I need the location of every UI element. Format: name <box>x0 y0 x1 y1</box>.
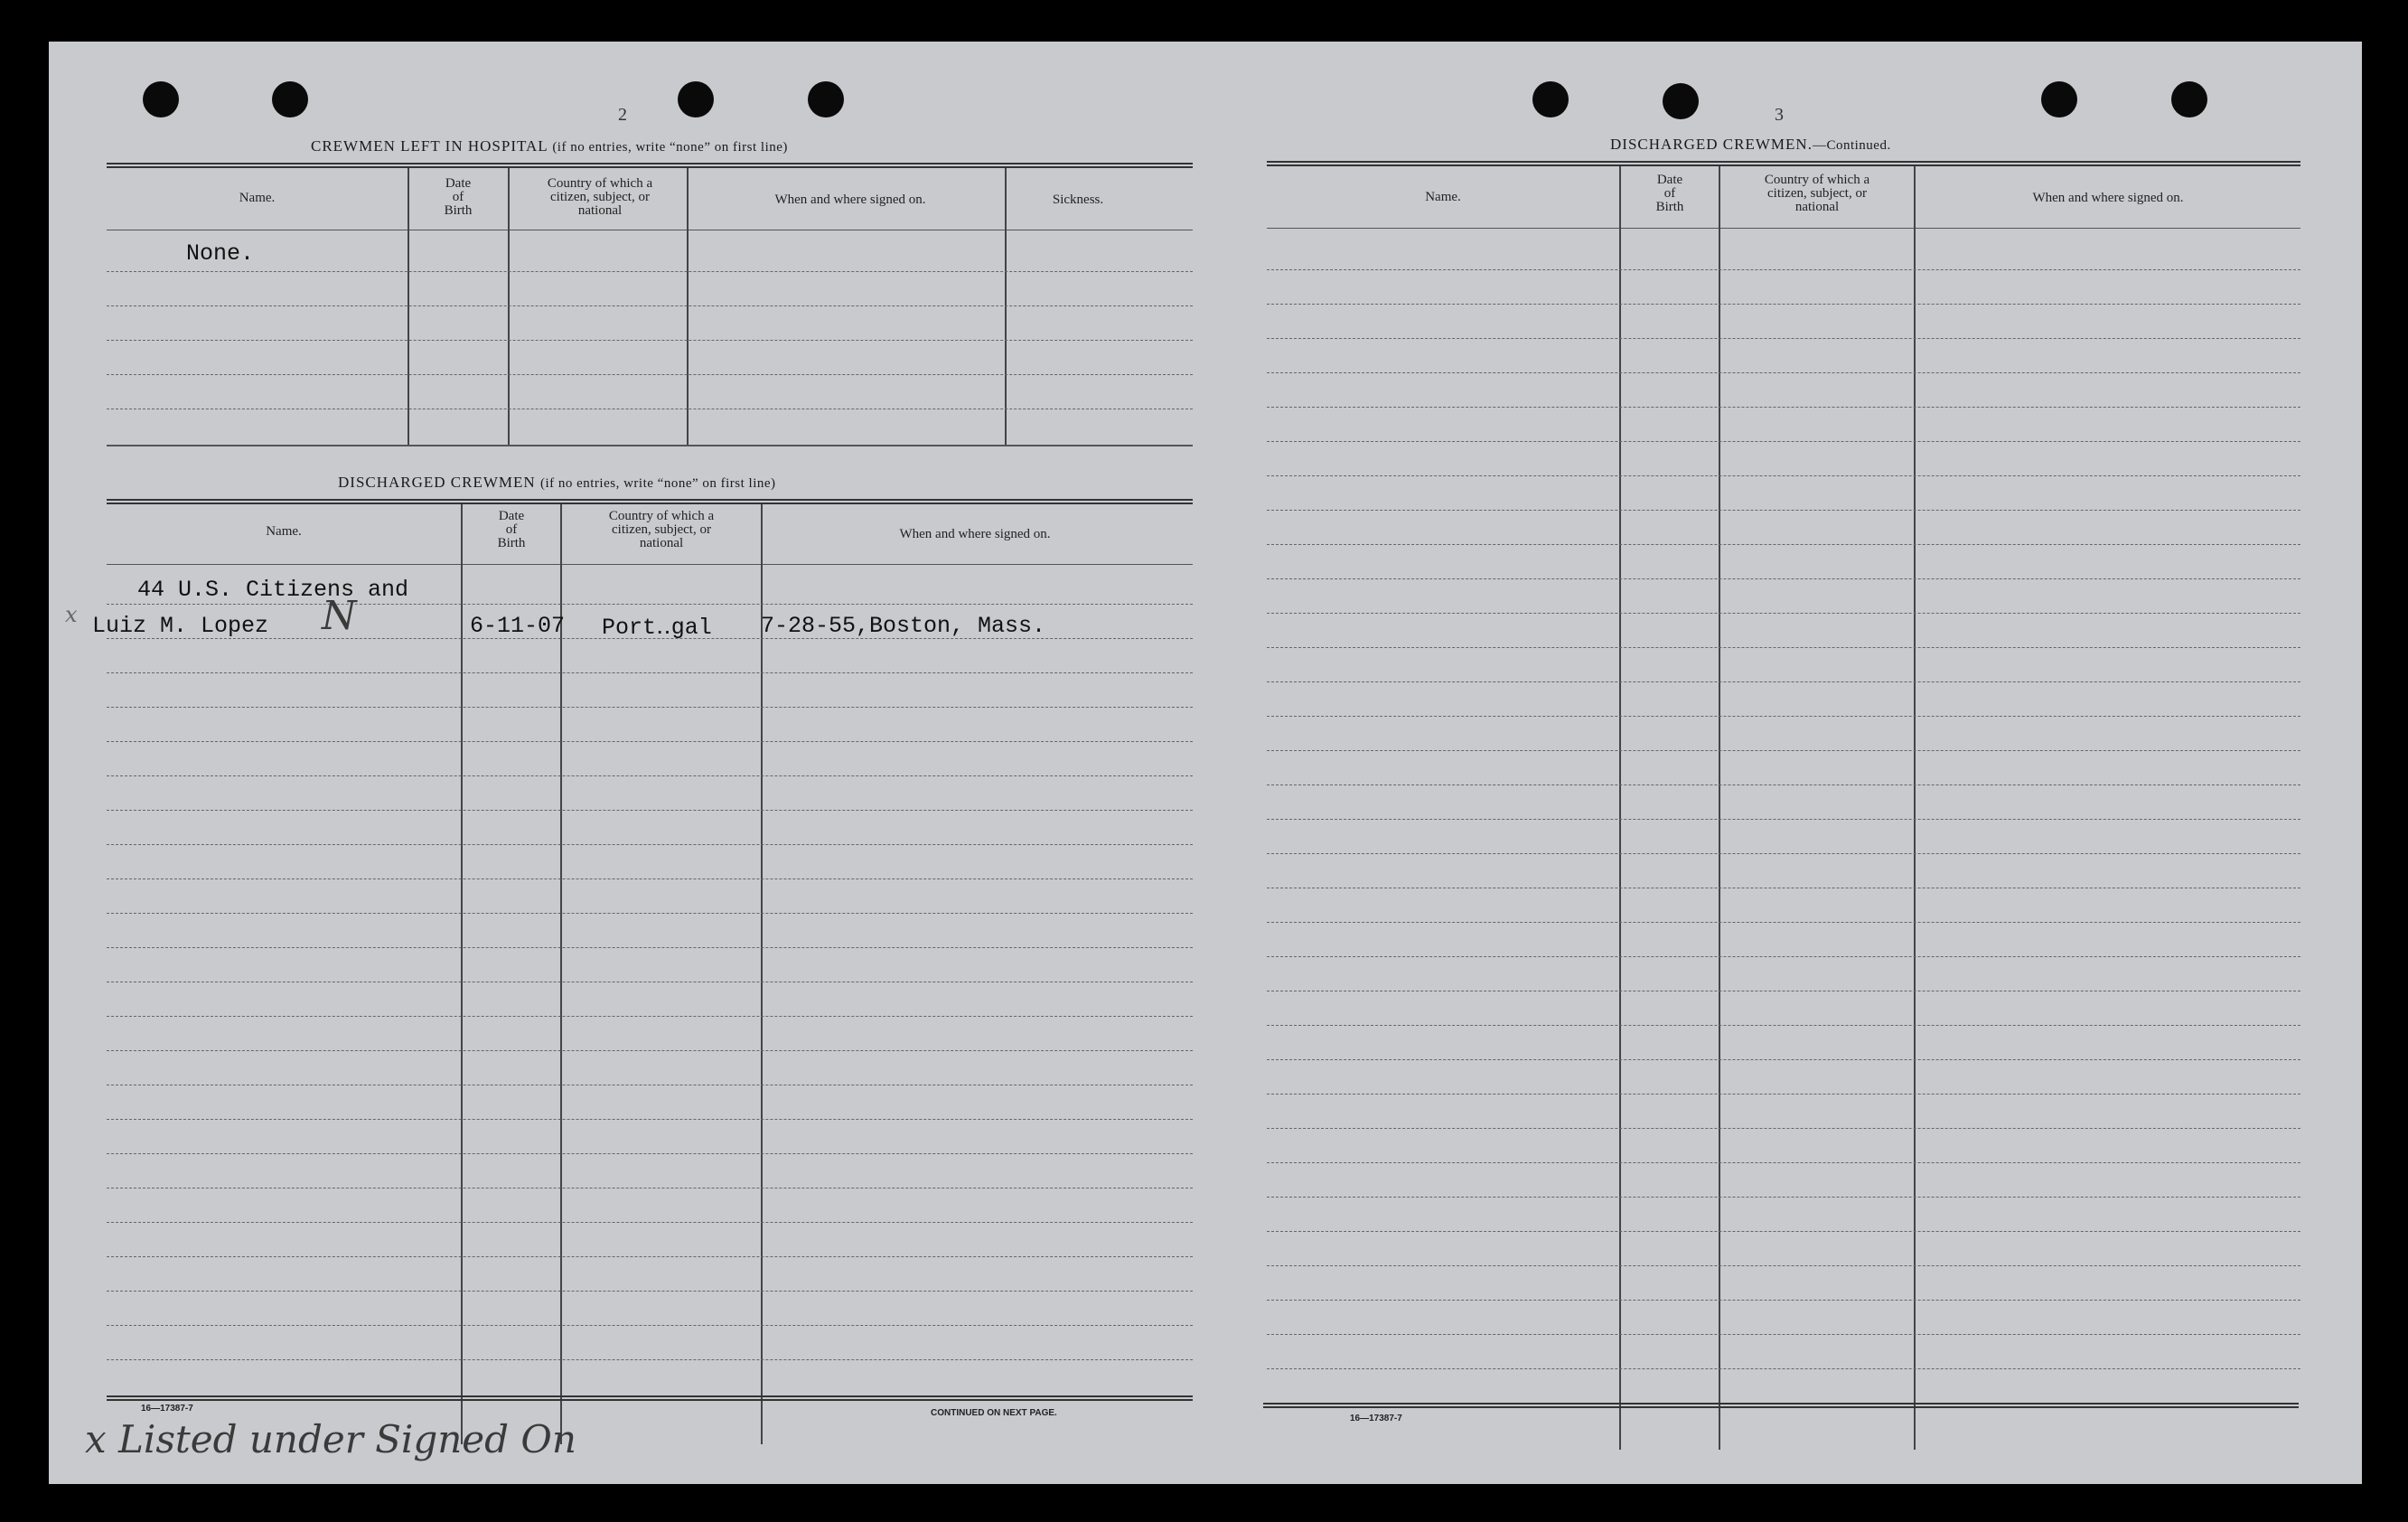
handwritten-note: x Listed under Signed On <box>85 1417 576 1461</box>
continued-note: CONTINUED ON NEXT PAGE. <box>931 1408 1057 1418</box>
ruled-line <box>107 741 1193 742</box>
ruled-line <box>1267 269 2300 270</box>
page-number: 2 <box>618 105 627 125</box>
column-divider <box>1619 166 1621 1450</box>
col-header-dob: Date of Birth <box>497 509 526 550</box>
col-header-name: Name. <box>266 524 302 539</box>
ruled-line <box>1267 578 2300 579</box>
ruled-line <box>107 604 1193 605</box>
ruled-line <box>1267 1265 2300 1266</box>
ruled-line <box>1267 372 2300 373</box>
col-header-country: Country of which a citizen, subject, or national <box>1764 173 1870 214</box>
ruled-line <box>107 305 1193 306</box>
table-top-rule <box>1267 161 2300 166</box>
ruled-line <box>1267 1025 2300 1026</box>
ruled-line <box>107 1291 1193 1292</box>
right-page <box>1205 42 2362 1484</box>
ruled-line <box>1267 510 2300 511</box>
row-2-handwritten-mark: N <box>322 593 357 639</box>
form-number: 16—17387-7 <box>1350 1414 1402 1423</box>
ruled-line <box>1267 1059 2300 1060</box>
table-bottom-rule <box>1263 1403 2299 1408</box>
ruled-line <box>107 913 1193 914</box>
ruled-line <box>107 878 1193 879</box>
ruled-line <box>1267 647 2300 648</box>
column-divider <box>1914 166 1916 1450</box>
row-2-name: Luiz M. Lopez <box>92 613 269 639</box>
header-rule <box>107 564 1193 565</box>
row-2-country: Port‥gal <box>602 615 712 641</box>
ruled-line <box>1267 716 2300 717</box>
ruled-line <box>1267 613 2300 614</box>
document-sheet <box>49 42 2362 1484</box>
hospital-section-title: CREWMEN LEFT IN HOSPITAL (if no entries, write “none” on first line) <box>311 137 788 155</box>
left-page <box>49 42 1205 1484</box>
column-divider <box>1719 166 1720 1450</box>
column-divider <box>1005 168 1007 445</box>
ruled-line <box>1267 1231 2300 1232</box>
ruled-line <box>107 947 1193 948</box>
ruled-line <box>107 1119 1193 1120</box>
ruled-line <box>107 340 1193 341</box>
ruled-line <box>1267 681 2300 682</box>
col-header-sickness: Sickness. <box>1052 193 1104 207</box>
col-header-dob: Date of Birth <box>1655 173 1684 214</box>
table-top-rule <box>107 163 1193 168</box>
column-divider <box>560 504 562 1444</box>
table-top-rule <box>107 499 1193 504</box>
ruled-line <box>107 374 1193 375</box>
ruled-line <box>107 1050 1193 1051</box>
ruled-line <box>107 1016 1193 1017</box>
ruled-line <box>1267 1368 2300 1369</box>
row-1-name: 44 U.S. Citizens and <box>137 577 409 603</box>
ruled-line <box>107 1325 1193 1326</box>
col-header-country: Country of which a citizen, subject, or national <box>608 509 715 550</box>
ruled-line <box>1267 784 2300 785</box>
ruled-line <box>1267 819 2300 820</box>
ruled-line <box>1267 304 2300 305</box>
ruled-line <box>1267 1334 2300 1335</box>
ruled-line <box>1267 1094 2300 1095</box>
form-number: 16—17387-7 <box>141 1404 193 1414</box>
page-number: 3 <box>1775 105 1784 125</box>
col-header-signed: When and where signed on. <box>899 527 1051 541</box>
ruled-line <box>107 672 1193 673</box>
col-header-signed: When and where signed on. <box>2032 191 2184 205</box>
ruled-line <box>1267 475 2300 476</box>
column-divider <box>687 168 689 445</box>
ruled-line <box>1267 1197 2300 1198</box>
column-divider <box>461 504 463 1444</box>
ruled-line <box>1267 1128 2300 1129</box>
ruled-line <box>107 844 1193 845</box>
table-bottom-rule <box>107 1395 1193 1401</box>
col-header-country: Country of which a citizen, subject, or national <box>547 176 653 218</box>
ruled-line <box>107 271 1193 272</box>
ruled-line <box>1267 1300 2300 1301</box>
ruled-line <box>1267 1162 2300 1163</box>
ruled-line <box>1267 956 2300 957</box>
ruled-line <box>107 1153 1193 1154</box>
header-rule <box>1267 228 2300 229</box>
col-header-name: Name. <box>239 191 276 205</box>
ruled-line <box>1267 853 2300 854</box>
column-divider <box>761 504 763 1444</box>
col-header-dob: Date of Birth <box>444 176 473 218</box>
ruled-line <box>1267 750 2300 751</box>
column-divider <box>408 168 409 445</box>
ruled-line <box>107 810 1193 811</box>
col-header-signed: When and where signed on. <box>774 193 926 207</box>
hospital-entry: None. <box>186 240 255 267</box>
row-2-signed: 7-28-55,Boston, Mass. <box>761 613 1046 639</box>
ruled-line <box>1267 922 2300 923</box>
column-divider <box>508 168 510 445</box>
row-2-x-mark: x <box>65 602 78 627</box>
ruled-line <box>107 1359 1193 1360</box>
row-2-dob: 6-11-07 <box>470 613 566 639</box>
ruled-line <box>1267 544 2300 545</box>
ruled-line <box>1267 441 2300 442</box>
ruled-line <box>1267 338 2300 339</box>
discharged-section-title: DISCHARGED CREWMEN (if no entries, write “none” on first line) <box>338 474 776 491</box>
hospital-bottom-rule <box>107 445 1193 446</box>
discharged-continued-title: DISCHARGED CREWMEN.—Continued. <box>1610 136 1891 153</box>
ruled-line <box>107 1256 1193 1257</box>
col-header-name: Name. <box>1425 190 1461 204</box>
ruled-line <box>107 707 1193 708</box>
ruled-line <box>107 1222 1193 1223</box>
ruled-line <box>107 775 1193 776</box>
ruled-line <box>1267 407 2300 408</box>
